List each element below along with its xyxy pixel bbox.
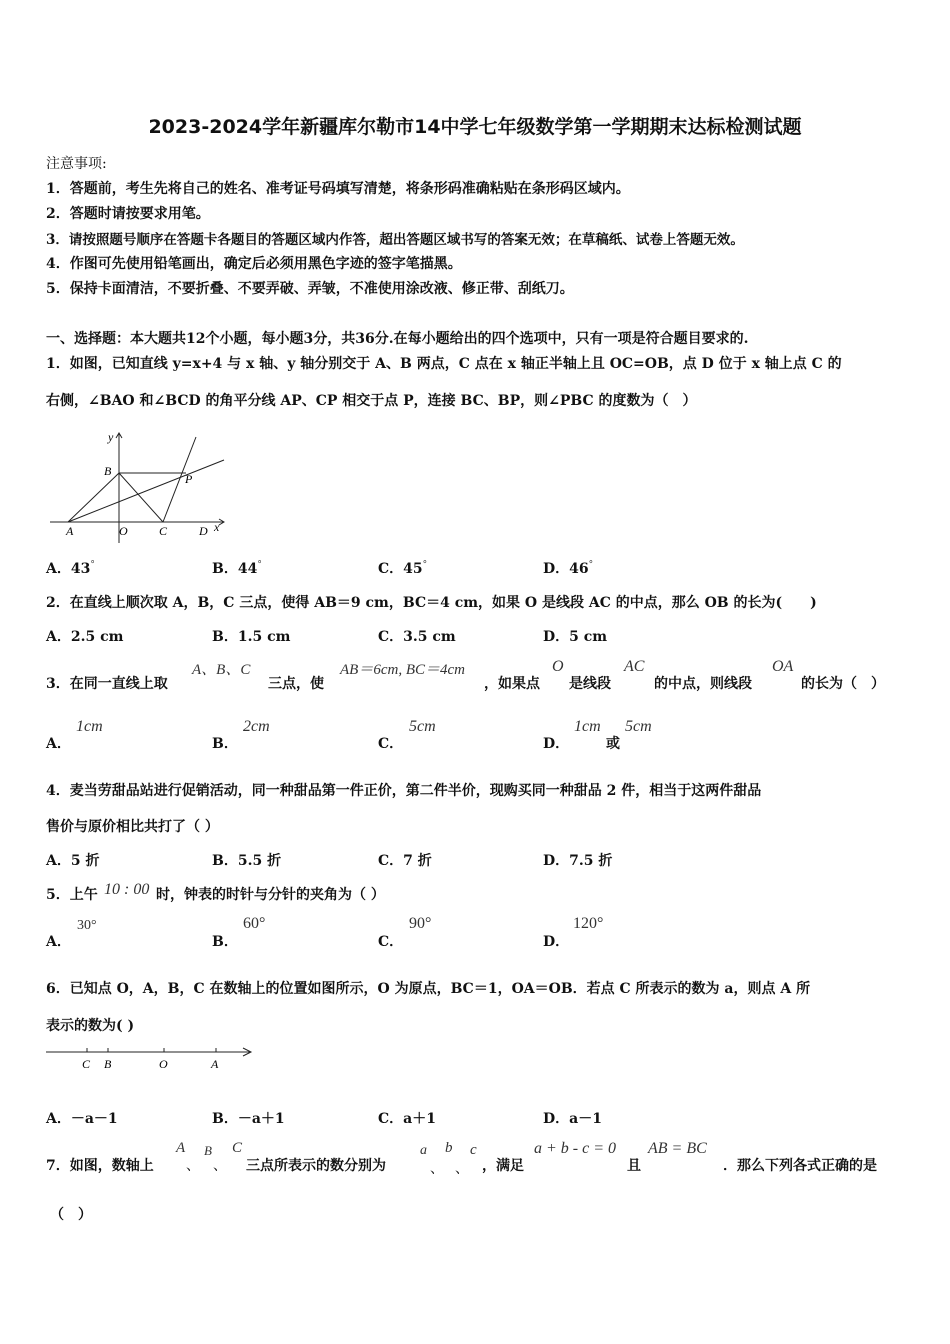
option-d[interactable]: D．7.5 折: [543, 853, 613, 869]
option-b[interactable]: B．－a＋1: [212, 1111, 285, 1127]
question-7-line2: （ ）: [50, 1207, 92, 1223]
label-p: P: [185, 472, 193, 486]
option-d[interactable]: D．a－1: [543, 1111, 602, 1127]
question-1-line2: 右侧，∠BAO 和∠BCD 的角平分线 AP、CP 相交于点 P，连接 BC、BP，则∠PBC 的度数为（ ）: [46, 393, 697, 409]
q7-point-c: C: [232, 1140, 243, 1156]
question-3-math: OA: [772, 658, 794, 675]
question-3-text: 的中点，则线段: [654, 676, 752, 692]
option-d[interactable]: D．46°: [543, 560, 594, 577]
question-4-line1: 4．麦当劳甜品站进行促销活动，同一种甜品第一件正价，第二件半价，现购买同一种甜品 2 件，相当于这两件甜品: [46, 783, 762, 799]
question-3-text: 3．在同一直线上取: [46, 676, 168, 692]
q7-sep: 、: [213, 1158, 227, 1174]
label-x: x: [214, 520, 220, 534]
axis-label-b: B: [104, 1057, 112, 1071]
option-c-label: C．: [378, 736, 404, 752]
q7-sep: 、: [186, 1158, 200, 1174]
option-b[interactable]: 2cm: [243, 718, 270, 735]
question-3-text: ，如果点: [484, 676, 540, 692]
option-a-label: A．: [46, 736, 71, 752]
question-7-text: 7．如图，数轴上: [46, 1158, 154, 1174]
option-c-label: C．: [378, 934, 404, 950]
option-a[interactable]: A．－a－1: [46, 1111, 118, 1127]
notice-item: 2．答题时请按要求用笔。: [46, 206, 210, 222]
option-b-label: B．: [212, 736, 238, 752]
question-7-text: ，满足: [482, 1158, 524, 1174]
question-5-text: 时，钟表的时针与分针的夹角为（ ）: [156, 887, 385, 903]
label-o: O: [119, 524, 128, 538]
question-3-text: 三点，使: [268, 676, 324, 692]
notice-heading: 注意事项:: [46, 156, 107, 172]
option-c[interactable]: C．a＋1: [378, 1111, 436, 1127]
option-d-label: D．: [543, 736, 570, 752]
option-b[interactable]: B．44°: [212, 560, 262, 577]
option-c[interactable]: C．45°: [378, 560, 428, 577]
option-a[interactable]: 30°: [77, 918, 97, 933]
notice-item: 5．保持卡面清洁，不要折叠、不要弄破、弄皱，不准使用涂改液、修正带、刮纸刀。: [46, 281, 574, 297]
question-3-text: 的长为（ ）: [801, 676, 885, 692]
q7-var-a: a: [420, 1143, 427, 1158]
notice-item: 3．请按照题号顺序在答题卡各题目的答题区域内作答，超出答题区域书写的答案无效；在草稿纸、试卷上答题无效。: [46, 232, 744, 248]
option-a[interactable]: A．43°: [46, 560, 95, 577]
axis-label-o: O: [159, 1057, 168, 1071]
option-b-label: B．: [212, 934, 238, 950]
label-a: A: [66, 524, 74, 538]
option-d-label: D．: [543, 934, 570, 950]
q7-sep: 、: [455, 1161, 469, 1177]
option-a[interactable]: A．5 折: [46, 853, 100, 869]
axis-label-c: C: [82, 1057, 91, 1071]
option-a-label: A．: [46, 934, 71, 950]
question-3-math: A、B、C: [192, 662, 251, 678]
label-d: D: [199, 524, 208, 538]
option-d-alt: 5cm: [625, 718, 652, 735]
option-c[interactable]: C．3.5 cm: [378, 629, 456, 645]
page-title: 2023-2024学年新疆库尔勒市14中学七年级数学第一学期期末达标检测试题: [148, 116, 802, 138]
option-d[interactable]: 1cm: [574, 718, 601, 735]
option-b[interactable]: B．1.5 cm: [212, 629, 291, 645]
label-c: C: [159, 524, 168, 538]
option-c[interactable]: C．7 折: [378, 853, 432, 869]
option-d[interactable]: D．5 cm: [543, 629, 608, 645]
q7-point-a: A: [176, 1140, 186, 1156]
label-y: y: [108, 430, 114, 444]
option-a[interactable]: A．2.5 cm: [46, 629, 124, 645]
q7-equation: a + b - c = 0: [534, 1140, 617, 1157]
option-d-or: 或: [606, 736, 620, 752]
question-7-text: ．那么下列各式正确的是: [723, 1158, 877, 1174]
question-3-math: O: [552, 658, 564, 675]
question-3-math: AC: [624, 658, 645, 675]
question-4-line2: 售价与原价相比共打了（ ）: [46, 819, 219, 835]
question-5-math: 10 : 00: [104, 881, 150, 898]
option-d[interactable]: 120°: [573, 915, 604, 932]
option-c[interactable]: 5cm: [409, 718, 436, 735]
q7-var-c: c: [470, 1142, 477, 1158]
question-3-math: AB＝6cm, BC＝4cm: [340, 662, 465, 678]
axis-label-a: A: [211, 1057, 219, 1071]
line-ab: [68, 473, 119, 522]
q7-condition: AB = BC: [648, 1140, 707, 1157]
notice-item: 1．答题前，考生先将自己的姓名、准考证号码填写清楚，将条形码准确粘贴在条形码区域内。: [46, 181, 630, 197]
option-b[interactable]: B．5.5 折: [212, 853, 282, 869]
option-b[interactable]: 60°: [243, 915, 266, 932]
number-line: [44, 1040, 256, 1076]
question-7-text: 三点所表示的数分别为: [246, 1158, 386, 1174]
section-heading: 一、选择题：本大题共12个小题，每小题3分，共36分.在每小题给出的四个选项中，只有一项是符合题目要求的.: [46, 331, 749, 347]
q7-sep: 、: [430, 1161, 444, 1177]
question-3-text: 是线段: [569, 676, 611, 692]
q7-point-b: B: [204, 1143, 212, 1158]
line-bc: [119, 473, 163, 522]
option-c[interactable]: 90°: [409, 915, 432, 932]
question-5-text: 5．上午: [46, 887, 98, 903]
label-b: B: [104, 464, 112, 478]
option-a[interactable]: 1cm: [76, 718, 103, 735]
question-7-text: 且: [627, 1158, 641, 1174]
question-6-line2: 表示的数为( ): [46, 1018, 135, 1034]
question-1-figure: [46, 425, 231, 545]
question-6-line1: 6．已知点 O，A，B，C 在数轴上的位置如图所示，O 为原点，BC＝1，OA＝OB．若点 C 所表示的数为 a，则点 A 所: [46, 981, 811, 997]
question-1-line1: 1．如图，已知直线 y=x+4 与 x 轴、y 轴分别交于 A、B 两点，C 点在 x 轴正半轴上且 OC=OB，点 D 位于 x 轴上点 C 的: [46, 356, 842, 372]
question-2: 2．在直线上顺次取 A，B，C 三点，使得 AB＝9 cm，BC＝4 cm，如果 O 是线段 AC 的中点，那么 OB 的长为( ): [46, 595, 817, 611]
line-ap: [68, 460, 224, 522]
q7-var-b: b: [445, 1140, 453, 1156]
notice-item: 4．作图可先使用铅笔画出，确定后必须用黑色字迹的签字笔描黑。: [46, 256, 462, 272]
